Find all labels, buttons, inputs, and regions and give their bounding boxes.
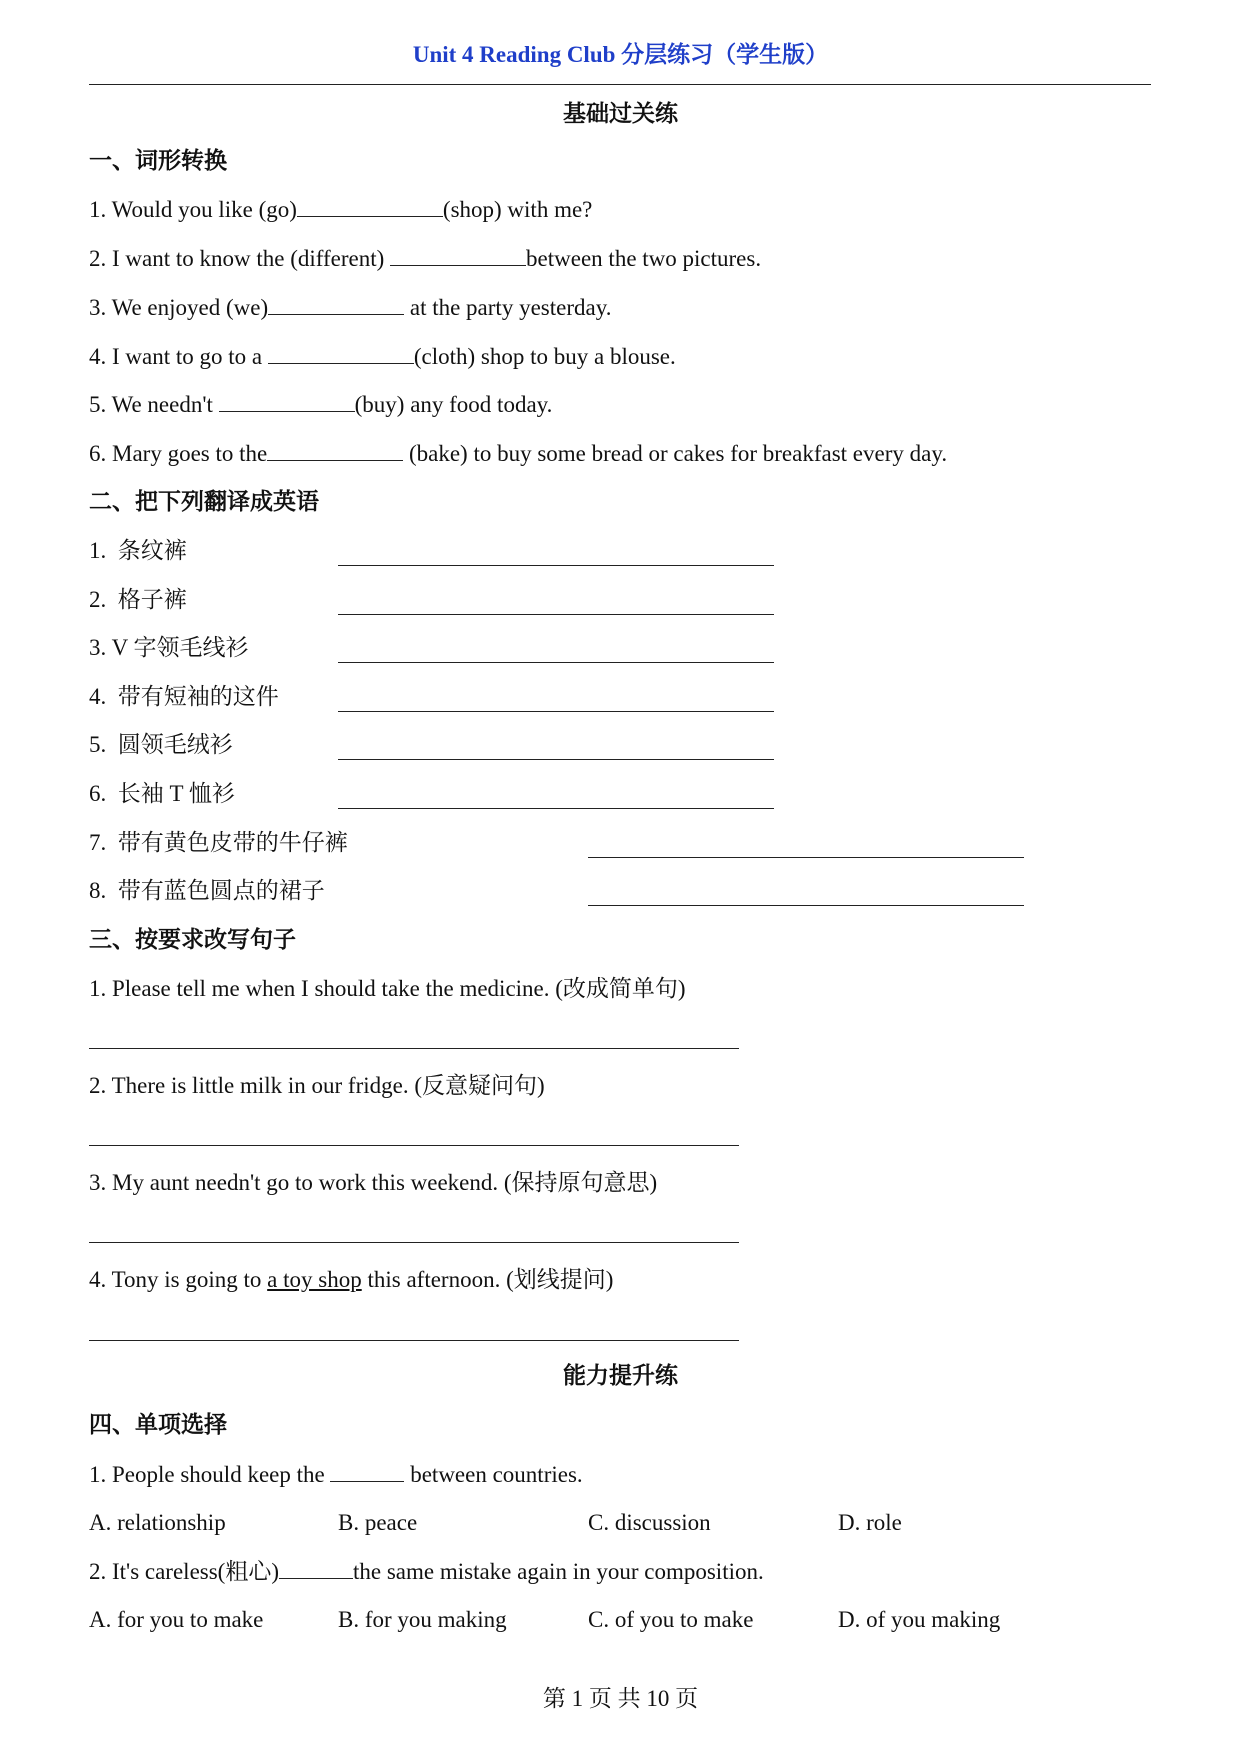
fill-blank[interactable] bbox=[268, 292, 404, 315]
translation-item: 4. 带有短袖的这件 bbox=[89, 684, 279, 709]
part2-heading: 二、把下列翻译成英语 bbox=[89, 489, 319, 514]
option-d[interactable]: D. role bbox=[838, 1510, 902, 1535]
part1-heading: 一、词形转换 bbox=[89, 148, 227, 173]
part1-item-1: 1. Would you like (go) (shop) with me? bbox=[89, 194, 592, 225]
answer-line[interactable] bbox=[89, 1145, 739, 1146]
translation-item: 3. V 字领毛线衫 bbox=[89, 635, 249, 660]
rewrite-question: 2. There is little milk in our fridge. (反意疑问句) bbox=[89, 1073, 545, 1098]
option-b[interactable]: B. for you making bbox=[338, 1607, 507, 1632]
rewrite-question: 3. My aunt needn't go to work this weekend. (保持原句意思) bbox=[89, 1170, 658, 1195]
answer-line[interactable] bbox=[338, 565, 774, 566]
answer-line[interactable] bbox=[338, 614, 774, 615]
part1-item-4: 4. I want to go to a (cloth) shop to buy a blouse. bbox=[89, 341, 676, 372]
mc-question-1: 1. People should keep the between countries. bbox=[89, 1459, 583, 1490]
fill-blank[interactable] bbox=[330, 1459, 404, 1482]
part4-heading: 四、单项选择 bbox=[89, 1412, 227, 1437]
fill-blank[interactable] bbox=[219, 389, 355, 412]
header-divider bbox=[89, 84, 1151, 85]
answer-line[interactable] bbox=[89, 1242, 739, 1243]
answer-line[interactable] bbox=[338, 662, 774, 663]
answer-line[interactable] bbox=[338, 808, 774, 809]
translation-item: 5. 圆领毛绒衫 bbox=[89, 732, 233, 757]
option-d[interactable]: D. of you making bbox=[838, 1607, 1001, 1632]
translation-item: 6. 长袖 T 恤衫 bbox=[89, 781, 235, 806]
part1-item-5: 5. We needn't (buy) any food today. bbox=[89, 389, 552, 420]
mc-question-2: 2. It's careless(粗心) the same mistake again in your composition. bbox=[89, 1556, 764, 1587]
translation-item: 8. 带有蓝色圆点的裙子 bbox=[89, 878, 325, 903]
rewrite-question: 1. Please tell me when I should take the medicine. (改成简单句) bbox=[89, 976, 686, 1001]
answer-line[interactable] bbox=[588, 905, 1024, 906]
fill-blank[interactable] bbox=[267, 438, 403, 461]
advanced-section-title: 能力提升练 bbox=[563, 1363, 678, 1388]
fill-blank[interactable] bbox=[268, 341, 414, 364]
answer-line[interactable] bbox=[89, 1340, 739, 1341]
basic-section-title: 基础过关练 bbox=[563, 101, 678, 126]
fill-blank[interactable] bbox=[390, 243, 526, 266]
part1-item-6: 6. Mary goes to the (bake) to buy some bread or cakes for breakfast every day. bbox=[89, 438, 947, 469]
option-a[interactable]: A. for you to make bbox=[89, 1607, 264, 1632]
part1-item-3: 3. We enjoyed (we) at the party yesterday. bbox=[89, 292, 611, 323]
page-footer: 第 1 页 共 10 页 bbox=[542, 1686, 699, 1711]
option-a[interactable]: A. relationship bbox=[89, 1510, 226, 1535]
fill-blank[interactable] bbox=[279, 1556, 353, 1579]
underlined-phrase: a toy shop bbox=[267, 1267, 362, 1292]
document-title: Unit 4 Reading Club 分层练习（学生版） bbox=[412, 42, 829, 67]
fill-blank[interactable] bbox=[297, 194, 443, 217]
option-c[interactable]: C. discussion bbox=[588, 1510, 711, 1535]
answer-line[interactable] bbox=[588, 857, 1024, 858]
translation-item: 7. 带有黄色皮带的牛仔裤 bbox=[89, 830, 348, 855]
translation-item: 1. 条纹裤 bbox=[89, 538, 187, 563]
part1-item-2: 2. I want to know the (different) between the two pictures. bbox=[89, 243, 761, 274]
part3-heading: 三、按要求改写句子 bbox=[89, 927, 296, 952]
translation-item: 2. 格子裤 bbox=[89, 587, 187, 612]
option-b[interactable]: B. peace bbox=[338, 1510, 418, 1535]
answer-line[interactable] bbox=[89, 1048, 739, 1049]
answer-line[interactable] bbox=[338, 711, 774, 712]
option-c[interactable]: C. of you to make bbox=[588, 1607, 754, 1632]
answer-line[interactable] bbox=[338, 759, 774, 760]
rewrite-question: 4. Tony is going to a toy shop this afternoon. (划线提问) bbox=[89, 1267, 614, 1292]
